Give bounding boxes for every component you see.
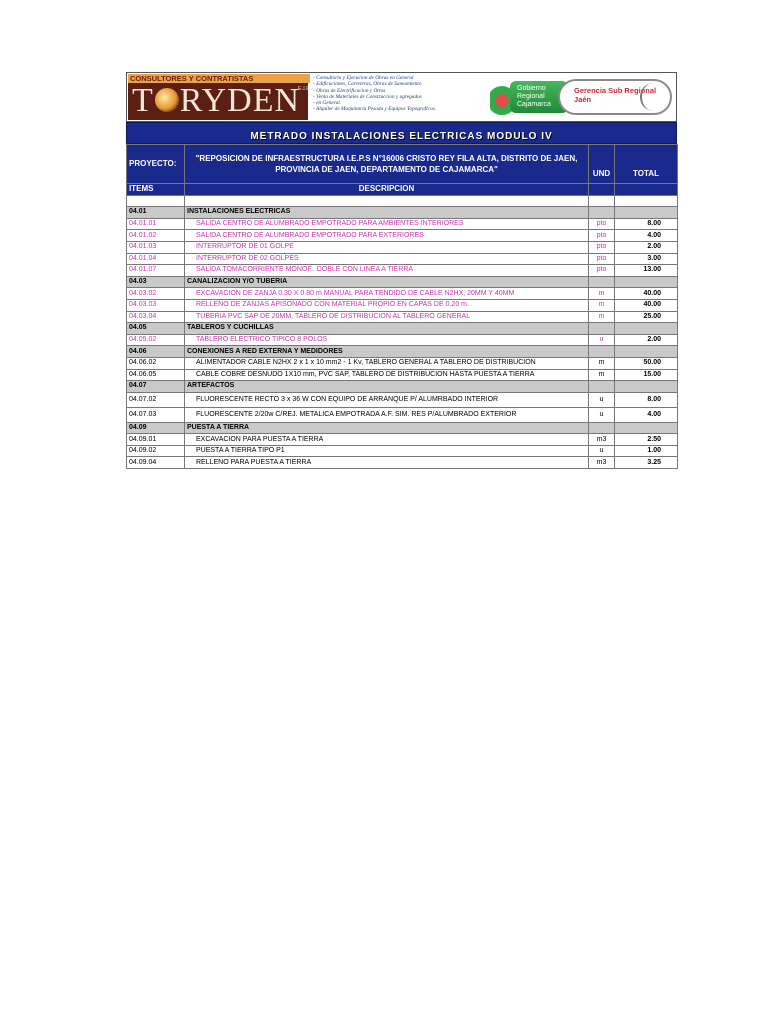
table-row [127,253,678,265]
item-description: TABLERO ELECTRICO TIPICO 8 POLOS [185,334,589,346]
table-row [127,369,678,381]
table-row [127,434,678,446]
item-description: SALIDA CENTRO DE ALUMBRADO EMPOTRADO PARA EXTERIORES [185,230,589,242]
item-description: CANALIZACION Y/O TUBERIA [185,276,589,288]
item-description: CONEXIONES A RED EXTERNA Y MEDIDORES [185,346,589,358]
item-unit: m [589,299,615,311]
section-row [127,207,678,219]
item-unit: m3 [589,434,615,446]
service-item: - Obras de Electrificacion y Otros [313,88,491,94]
item-code: 04.01.01 [127,218,185,230]
section-row [127,276,678,288]
item-description: TUBERIA PVC SAP DE 20MM, TABLERO DE DISTRIBUCION AL TABLERO GENERAL [185,311,589,323]
item-unit: u [589,407,615,422]
item-unit: u [589,445,615,457]
item-total: 3.25 [615,457,678,469]
items-header: ITEMS [127,184,185,196]
item-total: 4.00 [615,230,678,242]
item-code: 04.09.02 [127,445,185,457]
item-unit: m [589,288,615,300]
section-row [127,381,678,393]
service-item: - Venta de Materiales de Construccion y agregados [313,94,491,100]
table-row [127,392,678,407]
item-total: 50.00 [615,357,678,369]
table-row [127,288,678,300]
item-code: 04.03.02 [127,288,185,300]
table-row [127,457,678,469]
item-code: 04.07 [127,381,185,393]
project-name: "REPOSICION DE INFRAESTRUCTURA I.E.P.S N°16006 CRISTO REY FILA ALTA, DISTRITO DE JAEN, PROVINCIA DE JAEN, DEPARTAMENTO DE CAJAMARCA" [185,145,589,184]
item-code: 04.05 [127,323,185,335]
item-total [615,422,678,434]
item-description: FLUORESCENTE RECTO 3 x 36 W CON EQUIPO DE ARRANQUE P/ ALUMRBADO INTERIOR [185,392,589,407]
table-row [127,407,678,422]
total-header-empty [615,184,678,196]
item-code: 04.09 [127,422,185,434]
item-code: 04.06 [127,346,185,358]
column-header-row [127,184,678,196]
item-description: EXCAVACION DE ZANJA 0.30 X 0.80 m MANUAL PARA TENDIDO DE CABLE N2HX, 20MM Y 40MM [185,288,589,300]
service-item: - en General. [313,100,491,106]
item-unit: u [589,334,615,346]
item-total: 15.00 [615,369,678,381]
item-description: INSTALACIONES ELECTRICAS [185,207,589,219]
item-code: 04.03.04 [127,311,185,323]
table-row [127,241,678,253]
item-unit: pto [589,218,615,230]
service-item: - Alquiler de Maquinaria Pesada y Equipos Topograficos. [313,106,491,112]
project-row [127,145,678,184]
item-total: 1.00 [615,445,678,457]
item-total [615,381,678,393]
item-unit [589,381,615,393]
item-code: 04.09.04 [127,457,185,469]
item-total: 3.00 [615,253,678,265]
item-description: SALIDA TOMACORRIENTE MONOF.. DOBLE CON LINEA A TIERRA [185,265,589,277]
gobierno-label: Gobierno Regional Cajamarca [510,81,568,113]
logo-tagline: CONSULTORES Y CONTRATISTAS [128,74,310,83]
item-total: 2.00 [615,334,678,346]
toryden-logo [128,74,317,120]
item-description: EXCAVACION PARA PUESTA A TIERRA [185,434,589,446]
total-header: TOTAL [615,145,678,184]
item-description: PUESTA A TIERRA TIPO P1 [185,445,589,457]
item-total: 8.00 [615,218,678,230]
table-row [127,218,678,230]
item-description: ARTEFACTOS [185,381,589,393]
item-code: 04.01.03 [127,241,185,253]
table-row [127,445,678,457]
item-unit: pto [589,241,615,253]
section-row [127,346,678,358]
item-code: 04.01.04 [127,253,185,265]
item-code: 04.01.02 [127,230,185,242]
section-row [127,323,678,335]
item-description: RELLENO PARA PUESTA A TIERRA [185,457,589,469]
project-label: PROYECTO: [127,145,185,184]
item-unit: m [589,357,615,369]
item-unit [589,276,615,288]
table-row [127,265,678,277]
item-total [615,276,678,288]
item-unit [589,323,615,335]
arc-icon [640,83,666,111]
table-row [127,230,678,242]
item-code: 04.01.07 [127,265,185,277]
item-unit [589,422,615,434]
item-description: FLUORESCENTE 2/20w C/REJ. METALICA EMPOTRADA A.F. SIM. RES P/ALUMBRADO EXTERIOR [185,407,589,422]
item-description: CABLE COBRE DESNUDO 1X10 mm, PVC SAP, TABLERO DE DISTRIBUCION HASTA PUESTA A TIERRA [185,369,589,381]
gobierno-regional-logo [488,75,675,120]
item-code: 04.07.03 [127,407,185,422]
logo-wordmark: T RYDEN [132,82,301,119]
item-total: 25.00 [615,311,678,323]
item-code: 04.06.05 [127,369,185,381]
table-row [127,299,678,311]
item-unit: pto [589,253,615,265]
metrado-table [126,144,678,469]
item-total [615,346,678,358]
item-code: 04.01 [127,207,185,219]
item-total: 40.00 [615,288,678,300]
item-description: INTERRUPTOR DE 01 GOLPE [185,241,589,253]
item-total: 8.00 [615,392,678,407]
service-item: - Edificaciones, Carreteras, Obras de Saneamiento [313,81,491,87]
service-item: - Consultoria y Ejecucion de Obras en General [313,75,491,81]
table-row [127,357,678,369]
item-unit: u [589,392,615,407]
page-title: METRADO INSTALACIONES ELECTRICAS MODULO IV [126,122,677,144]
table-row [127,334,678,346]
logo-suffix: E.I.R.L. [298,86,317,92]
item-code: 04.07.02 [127,392,185,407]
item-unit: m3 [589,457,615,469]
item-unit [589,207,615,219]
item-description: ALIMENTADOR CABLE N2HX 2 x 1 x 10 mm2 - 1 Kv, TABLERO GENERAL A TABLERO DE DISTRIBUCION [185,357,589,369]
item-unit: pto [589,230,615,242]
section-row [127,422,678,434]
spacer-row [127,195,678,207]
item-description: TABLEROS Y CUCHILLAS [185,323,589,335]
item-total: 2.00 [615,241,678,253]
item-total: 13.00 [615,265,678,277]
item-unit: m [589,369,615,381]
item-description: RELLENO DE ZANJAS APISONADO CON MATERIAL PROPIO EN CAPAS DE 0.20 m. [185,299,589,311]
item-code: 04.05.02 [127,334,185,346]
item-description: SALIDA CENTRO DE ALUMBRADO EMPOTRADO PARA AMBIENTES INTERIORES [185,218,589,230]
item-unit [589,346,615,358]
company-banner [126,72,677,122]
item-code: 04.03 [127,276,185,288]
services-list [313,75,491,113]
item-description: INTERRUPTOR DE 02 GOLPES [185,253,589,265]
descripcion-header: DESCRIPCION [185,184,589,196]
item-total [615,323,678,335]
item-total: 40.00 [615,299,678,311]
item-unit: pto [589,265,615,277]
item-total: 4.00 [615,407,678,422]
table-row [127,311,678,323]
item-description: PUESTA A TIERRA [185,422,589,434]
gerencia-label: Gerencia Sub Regional Jaén [558,79,672,115]
und-header-empty [589,184,615,196]
metrado-sheet [126,72,677,469]
item-unit: m [589,311,615,323]
item-total: 2.50 [615,434,678,446]
globe-icon [155,88,179,112]
item-code: 04.06.02 [127,357,185,369]
und-header: UND [589,145,615,184]
item-code: 04.09.01 [127,434,185,446]
item-code: 04.03.03 [127,299,185,311]
item-total [615,207,678,219]
